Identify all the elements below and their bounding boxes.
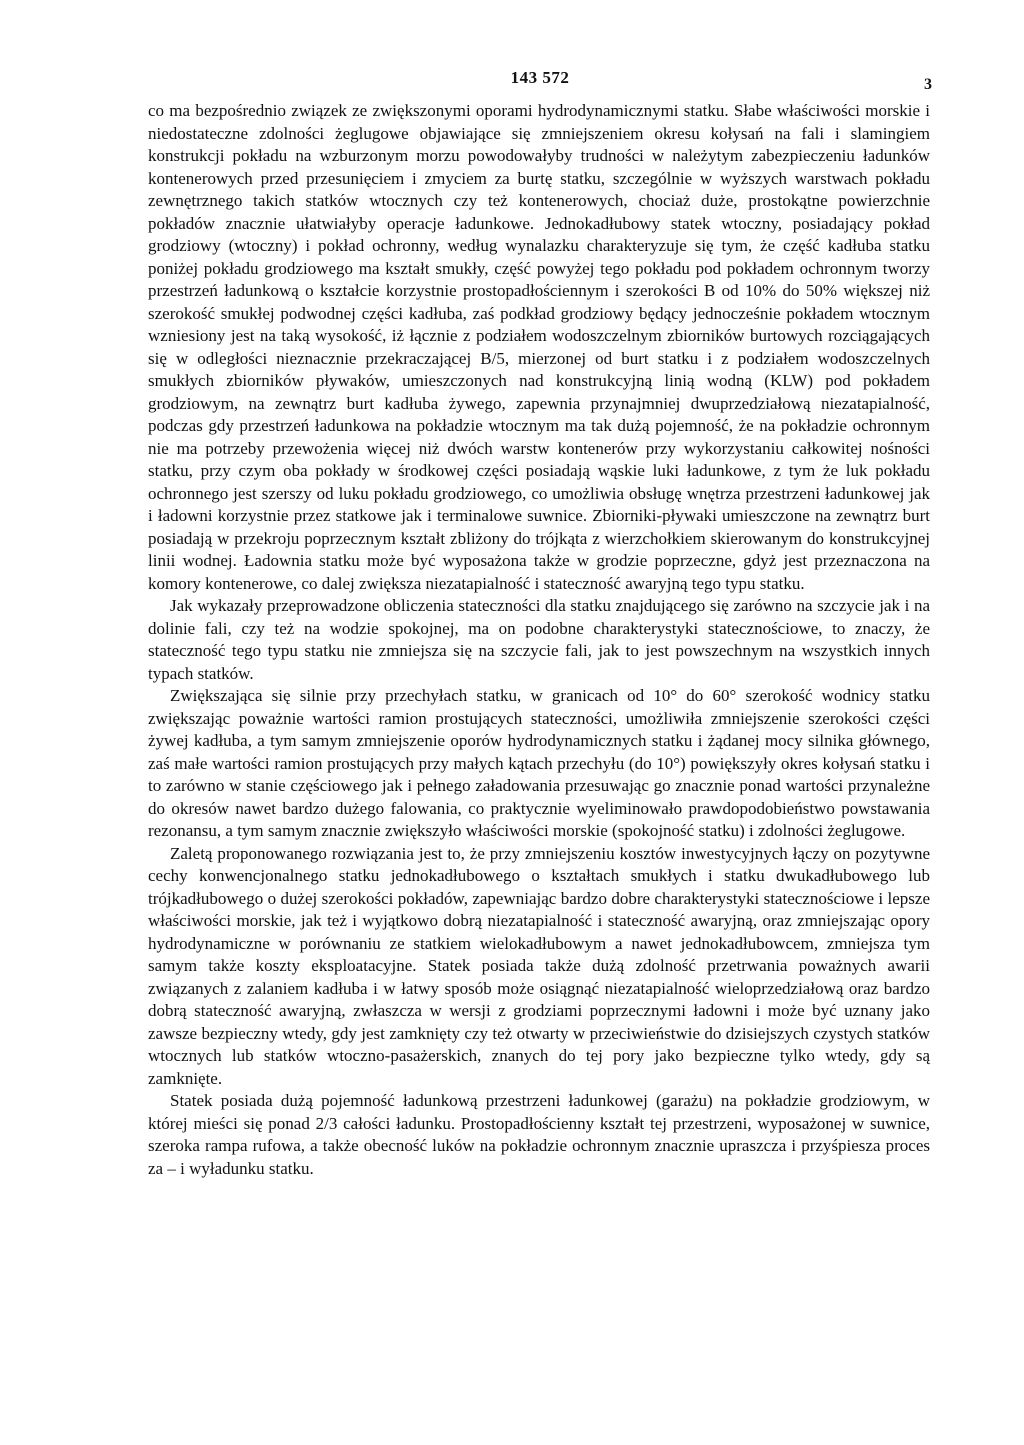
- paragraph-5: Statek posiada dużą pojemność ładunkową przestrzeni ładunkowej (garażu) na pokładzie grodziowym, w której mieści się ponad 2/3 całości ładunku. Prostopadłościenny kształt tej przestrzeni, wyposażonej w suwnice, szeroka rampa rufowa, a także obecność luków na pokładzie ochronnym znacznie upraszcza i przyśpiesza proces za – i wyładunku statku.: [148, 1091, 930, 1178]
- paragraph-2: Jak wykazały przeprowadzone obliczenia stateczności dla statku znajdującego się zarówno na szczycie jak i na dolinie fali, czy też na wodzie spokojnej, ma on podobne charakterystyki statecznościowe, to znaczy, że stateczność tego typu statku nie zmniejsza się na szczycie fali, jak to jest powszechnym na wszystkich innych typach statków.: [148, 596, 930, 683]
- body-text: [148, 100, 930, 1180]
- paragraph-4: Zaletą proponowanego rozwiązania jest to, że przy zmniejszeniu kosztów inwestycyjnych łączy on pozytywne cechy konwencjonalnego statku jednokadłubowego o kształtach smukłych i statku dwukadłubowego lub trójkadłubowego o dużej szerokości pokładów, zapewniając bardzo dobre charakterystyki statecznościowe i lepsze właściwości morskie, jak też i wyjątkowo dobrą niezatapialność i stateczność awaryjną, oraz zmniejszając opory hydrodynamiczne w porównaniu ze statkiem wielokadłubowym a nawet jednokadłubowcem, zmniejsza tym samym także koszty eksploatacyjne. Statek posiada także dużą zdolność przetrwania poważnych awarii związanych z zalaniem kadłuba i w łatwy sposób może osiągnąć niezatapialność wieloprzedziałową oraz bardzo dobrą stateczność awaryjną, zwłaszcza w wersji z grodziami poprzecznymi ładowni i może być uznany jako zawsze bezpieczny wtedy, gdy jest zamknięty czy też otwarty w przeciwieństwie do dzisiejszych czystych statków wtocznych lub statków wtoczno-pasażerskich, znanych do tej pory jako bezpieczne tylko wtedy, gdy są zamknięte.: [148, 843, 930, 1088]
- page-number: 3: [924, 76, 932, 93]
- patent-number: 143 572: [510, 68, 570, 87]
- paragraph-3: Zwiększająca się silnie przy przechyłach statku, w granicach od 10° do 60° szerokość wodnicy statku zwiększając poważnie wartości ramion prostujących stateczności, umożliwiła zmniejszenie szerokości części żywej kadłuba, a tym samym zmniejszenie oporów hydrodynamicznych statku i żądanej mocy silnika głównego, zaś małe wartości ramion prostujących przy małych kątach przechyłu (do 10°) powiększyły okres kołysań statku i to zarówno w stanie częściowego jak i pełnego załadowania przesuwając go znacznie ponad wartości przynależne do okresów nawet bardzo dużego falowania, co praktycznie wyeliminowało prawdopodobieństwo powstawania rezonansu, a tym samym znacznie zwiększyło właściwości morskie (spokojność statku) i zdolności żeglugowe.: [148, 686, 930, 840]
- page-header: [150, 68, 930, 92]
- paragraph-1: co ma bezpośrednio związek ze zwiększonymi oporami hydrodynamicznymi statku. Słabe właściwości morskie i niedostateczne zdolności żeglugowe objawiające się zmniejszeniem okresu kołysań na fali i slamingiem konstrukcji pokładu na wzburzonym morzu powodowałyby trudności w należytym zabezpieczeniu ładunków kontenerowych przed przesunięciem i zmyciem za burtę statku, szczególnie w wyższych warstwach pokładu zewnętrznego takich statków wtocznych czy też kontenerowych, chociaż duże, prostokątne powierzchnie pokładów znacznie ułatwiałyby operacje ładunkowe. Jednokadłubowy statek wtoczny, posiadający pokład grodziowy (wtoczny) i pokład ochronny, według wynalazku charakteryzuje się tym, że część kadłuba statku poniżej pokładu grodziowego ma kształt smukły, część powyżej tego pokładu pod pokładem ochronnym tworzy przestrzeń ładunkową o kształcie korzystnie prostopadłościennym i szerokości B od 10% do 50% większej niż szerokość smukłej podwodnej części kadłuba, zaś podkład grodziowy będący jednocześnie pokładem wtocznym wzniesiony jest na taką wysokość, iż łącznie z podziałem wodoszczelnym zbiorników burtowych rozciągających się w odległości nieznacznie przekraczającej B/5, mierzonej od burt statku i z podziałem wodoszczelnych smukłych zbiorników pływaków, umieszczonych nad konstrukcyjną linią wodną (KLW) pod pokładem grodziowym, na zewnątrz burt kadłuba żywego, zapewnia przynajmniej dwuprzedziałową niezatapialność, podczas gdy przestrzeń ładunkowa na pokładzie wtocznym ma tak dużą pojemność, że na pokładzie ochronnym nie ma potrzeby przewożenia więcej niż dwóch warstw kontenerów przy wykorzystaniu całkowitej nośności statku, przy czym oba pokłady w środkowej części posiadają wąskie luki ładunkowe, z tym że luk pokładu ochronnego jest szerszy od luku pokładu grodziowego, co umożliwia obsługę wnętrza przestrzeni ładunkowej jak i ładowni korzystnie przez statkowe jak i terminalowe suwnice. Zbiorniki-pływaki umieszczone na zewnątrz burt posiadają w przekroju poprzecznym kształt zbliżony do trójkąta z wierzchołkiem skierowanym do konstrukcyjnej linii wodnej. Ładownia statku może być wyposażona także w grodzie poprzeczne, gdyż jest przeznaczona na komory kontenerowe, co dalej zwiększa niezatapialność i stateczność awaryjną tego typu statku.: [148, 101, 930, 593]
